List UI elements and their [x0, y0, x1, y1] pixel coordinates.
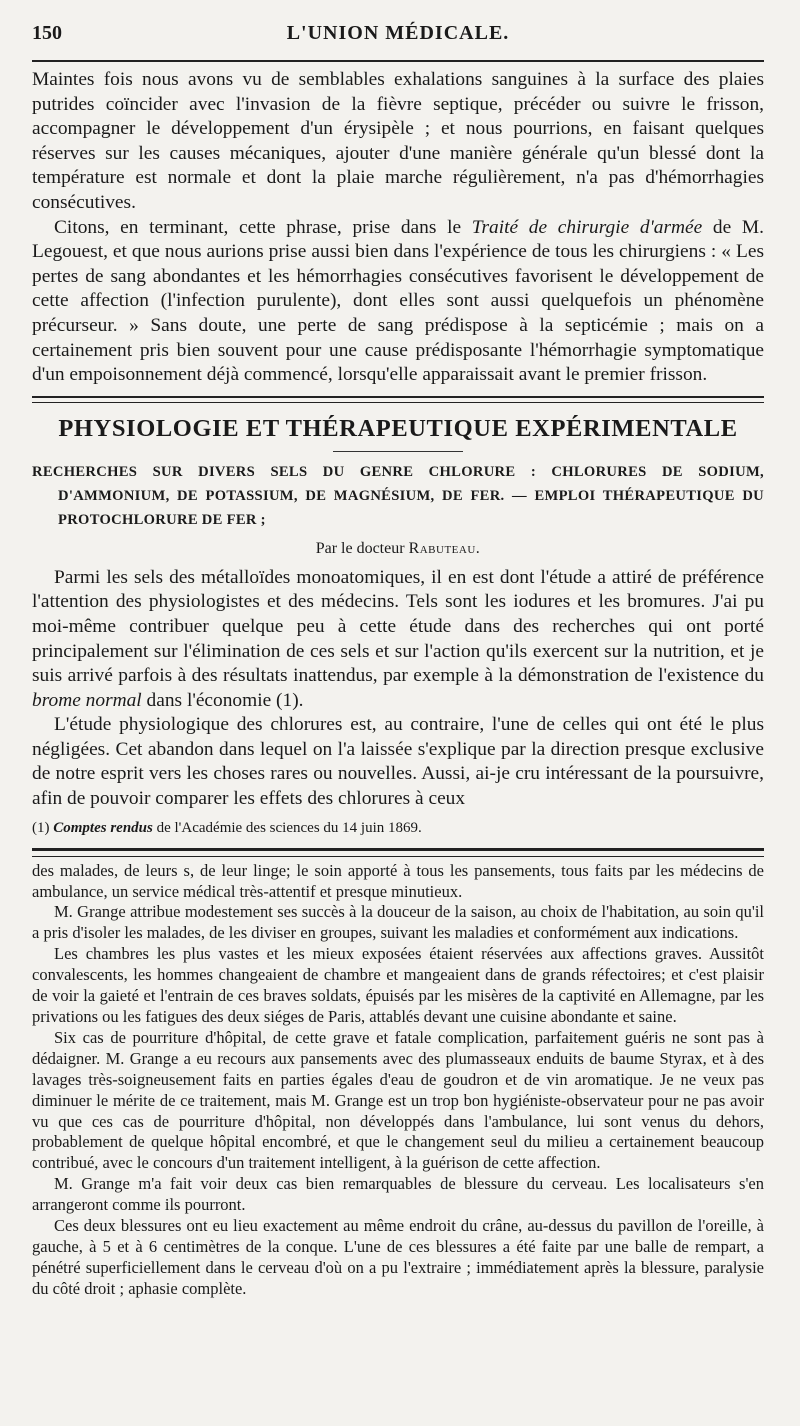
section-title: PHYSIOLOGIE ET THÉRAPEUTIQUE EXPÉRIMENTALE [58, 414, 738, 442]
page-number: 150 [32, 22, 62, 44]
continued-paragraph-1: des malades, de leurs s, de leur linge; le soin apporté à tous les pansements, tous faits par les médecins de ambulance, un service médical très-attentif et presque minutieux. [32, 860, 764, 901]
continued-paragraph-4-text: Six cas de pourriture d'hôpital, de cette grave et fatale complication, parfaitement guéris ne sont pas à dédaigner. M. Grange a eu recours aux pansements avec des plumasseaux enduits de baume Styrax, et à des lavages très-soigneusement faits en parties égales d'eau de goudron et de vin aromatique. Je ne veux pas diminuer le mérite de ce traitement, mais M. Grange est un trop bon hygiéniste-observateur pour ne pas avoir vu que ces cas de pourriture d'hôpital, non développés dans l'ambulance, lui sont venus du dehors, probablement de quelque hôpital encombré, et que le changement seul du milieu a certainement beaucoup contribué, avec le concours d'un traitement intelligent, à la guérison de cette affection. [32, 1027, 764, 1173]
article-paragraph-1-italic: brome normal [32, 689, 142, 711]
article-paragraph-2-text: L'étude physiologique des chlorures est, au contraire, l'une de celles qui ont été le plus négligées. Cet abandon dans lequel on l'a laissée s'explique par la direction presque exclusive de notre esprit vers les choses rares ou nouvelles. Aussi, ai-je cru intéressant de la poursuivre, afin de pouvoir comparer les effets des chlorures à ceux [32, 714, 764, 810]
intro-paragraph-1-text: Maintes fois nous avons vu de semblables exhalations sanguines à la surface des plaies putrides coïncider avec l'invasion de la fièvre septique, précéder ou suivre le frisson, accompagner le développement d'un érysipèle ; et nous pourrions, en faisant quelques réserves sur les causes mécaniques, ajouter d'une manière générale qu'un blessé dont la température est normale et dont la plaie marche régulièrement, n'a pas d'hémorrhagies consécutives. [32, 69, 764, 213]
header-rule [32, 60, 764, 62]
article-title: RECHERCHES SUR DIVERS SELS DU GENRE CHLORURE : CHLORURES DE SODIUM, D'AMMONIUM, DE POTASSIUM, DE MAGNÉSIUM, DE FER. — EMPLOI THÉRAPEUTIQUE DU PROTOCHLORURE DE FER ; [32, 463, 764, 528]
footnote-source: Comptes rendus [53, 819, 153, 836]
intro-paragraph-2-after: de M. Legouest, et que nous aurions prise aussi bien dans l'expérience de tous les chirurgiens : « Les pertes de sang abondantes et les hémorrhagies consécutives favorisent le développement de cette affection (l'infection purulente), dont elles sont aussi quelquefois un phénomène précurseur. » Sans doute, une perte de sang prédispose à la septicémie ; mais on a certainement pris bien souvent pour une cause prédisposante l'hémorrhagie symptomatique d'un empoisonnement déjà commencé, lorsqu'elle apparaissait avant le premier frisson. [32, 216, 764, 386]
continued-paragraph-6 [32, 1216, 764, 1300]
article-paragraph-2 [32, 713, 764, 811]
byline-author: Rabuteau. [408, 539, 481, 557]
continued-paragraph-6-text: Ces deux blessures ont eu lieu exactement au même endroit du crâne, au-dessus du pavillon de l'oreille, à gauche, à 5 et à 6 centimètres de la conque. L'une de ces blessures a été faite par une balle de rempart, a pénétré superficiellement dans le cerveau d'où on a pu l'extraire ; immédiatement après la blessure, paralysie du côté droit ; aphasie complète. [32, 1216, 764, 1298]
column-separator [32, 848, 764, 857]
continued-paragraph-3-text: Les chambres les plus vastes et les mieux exposées étaient réservées aux affections graves. Aussitôt convalescents, les hommes changeaient de chambre et mangeaient dans de grands réfectoires; et c'est plaisir de voir la gaieté et l'entrain de ces braves soldats, épuisés par les misères de la captivité en Allemagne, par les privations ou les fatigues des deux siéges de Paris, attablés devant une cuisine abondante et saine. [32, 944, 764, 1026]
footnote-marker: (1) [32, 819, 54, 836]
journal-title: L'UNION MÉDICALE. [286, 22, 510, 44]
article-paragraph-1 [32, 566, 764, 714]
continued-paragraph-4 [32, 1028, 764, 1174]
footnote-text: de l'Académie des sciences du 14 juin 1869. [152, 819, 422, 836]
running-head [32, 14, 764, 44]
section-divider [32, 396, 764, 403]
byline-prefix: Par le docteur [315, 539, 409, 557]
intro-paragraph-1 [32, 68, 764, 216]
intro-paragraph-2-before: Citons, en terminant, cette phrase, prise dans le [54, 216, 472, 238]
article-paragraph-1-after: dans l'économie (1). [141, 689, 304, 711]
continued-paragraph-5-text: M. Grange m'a fait voir deux cas bien remarquables de blessure du cerveau. Les localisateurs s'en arrangeront comme ils pourront. [32, 1174, 764, 1215]
continued-paragraph-5 [32, 1174, 764, 1216]
intro-paragraph-2-italic: Traité de chirurgie d'armée [471, 216, 703, 238]
intro-paragraph-2 [32, 216, 764, 388]
continued-paragraph-2 [32, 902, 764, 944]
section-short-rule [333, 451, 463, 452]
article-paragraph-1-before: Parmi les sels des métalloïdes monoatomiques, il en est dont l'étude a attiré de préférence l'attention des physiologistes et des médecins. Tels sont les iodures et les bromures. J'ai pu moi-même contribuer quelque peu à cette étude dans des recherches qui ont porté principalement sur l'élimination de ces sels et sur l'action qu'ils exercent sur la nutrition, et je suis arrivé parfois à des résultats inattendus, par exemple à la démonstration de l'existence du [32, 566, 764, 687]
continued-paragraph-2-text: M. Grange attribue modestement ses succès à la douceur de la saison, au choix de l'habitation, au soin qu'il a pris d'isoler les malades, de les diviser en groupes, suivant les maladies et conformément aux indications. [32, 902, 764, 943]
continued-paragraph-3 [32, 944, 764, 1028]
byline [32, 540, 764, 558]
footnote [32, 818, 764, 838]
